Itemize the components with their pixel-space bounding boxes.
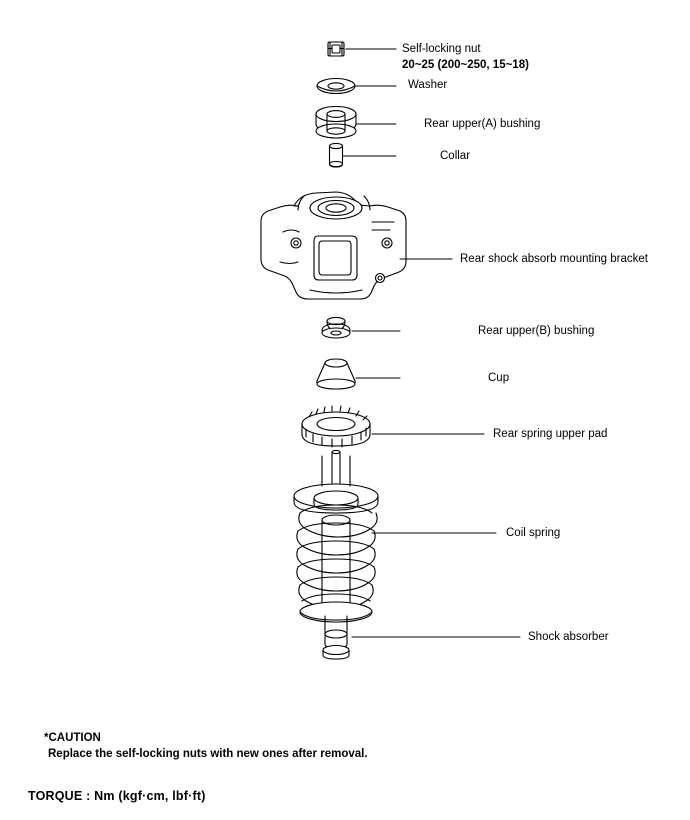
part-art-mounting-bracket bbox=[261, 192, 406, 299]
part-art-washer bbox=[317, 79, 355, 94]
label-coil-spring: Coil spring bbox=[506, 527, 561, 539]
label-shock-absorber: Shock absorber bbox=[528, 631, 609, 643]
part-art-rear-upper-a-bushing bbox=[316, 107, 356, 139]
label-self-locking-nut-torque: 20~25 (200~250, 15~18) bbox=[402, 59, 529, 71]
caution-title: *CAUTION bbox=[44, 732, 101, 744]
label-rear-upper-a-bushing: Rear upper(A) bushing bbox=[424, 118, 541, 130]
torque-units: TORQUE : Nm (kgf·cm, lbf·ft) bbox=[28, 789, 206, 803]
part-art-cup bbox=[317, 359, 355, 389]
part-art-self-locking-nut bbox=[328, 42, 344, 56]
label-self-locking-nut: Self-locking nut bbox=[402, 43, 481, 55]
part-art-rear-upper-b-bushing bbox=[322, 317, 350, 338]
label-rear-spring-upper-pad: Rear spring upper pad bbox=[493, 428, 608, 440]
part-art-collar bbox=[330, 143, 343, 167]
label-mounting-bracket: Rear shock absorb mounting bracket bbox=[460, 253, 648, 265]
label-washer: Washer bbox=[408, 79, 448, 91]
caution-note bbox=[44, 730, 368, 762]
caution-text: Replace the self-locking nuts with new ones after removal. bbox=[48, 748, 368, 760]
label-rear-upper-b-bushing: Rear upper(B) bushing bbox=[478, 325, 595, 337]
label-collar: Collar bbox=[440, 150, 471, 162]
label-cup: Cup bbox=[488, 372, 510, 384]
part-art-rear-spring-upper-pad bbox=[302, 406, 370, 447]
part-art-shock-and-spring bbox=[294, 450, 378, 659]
